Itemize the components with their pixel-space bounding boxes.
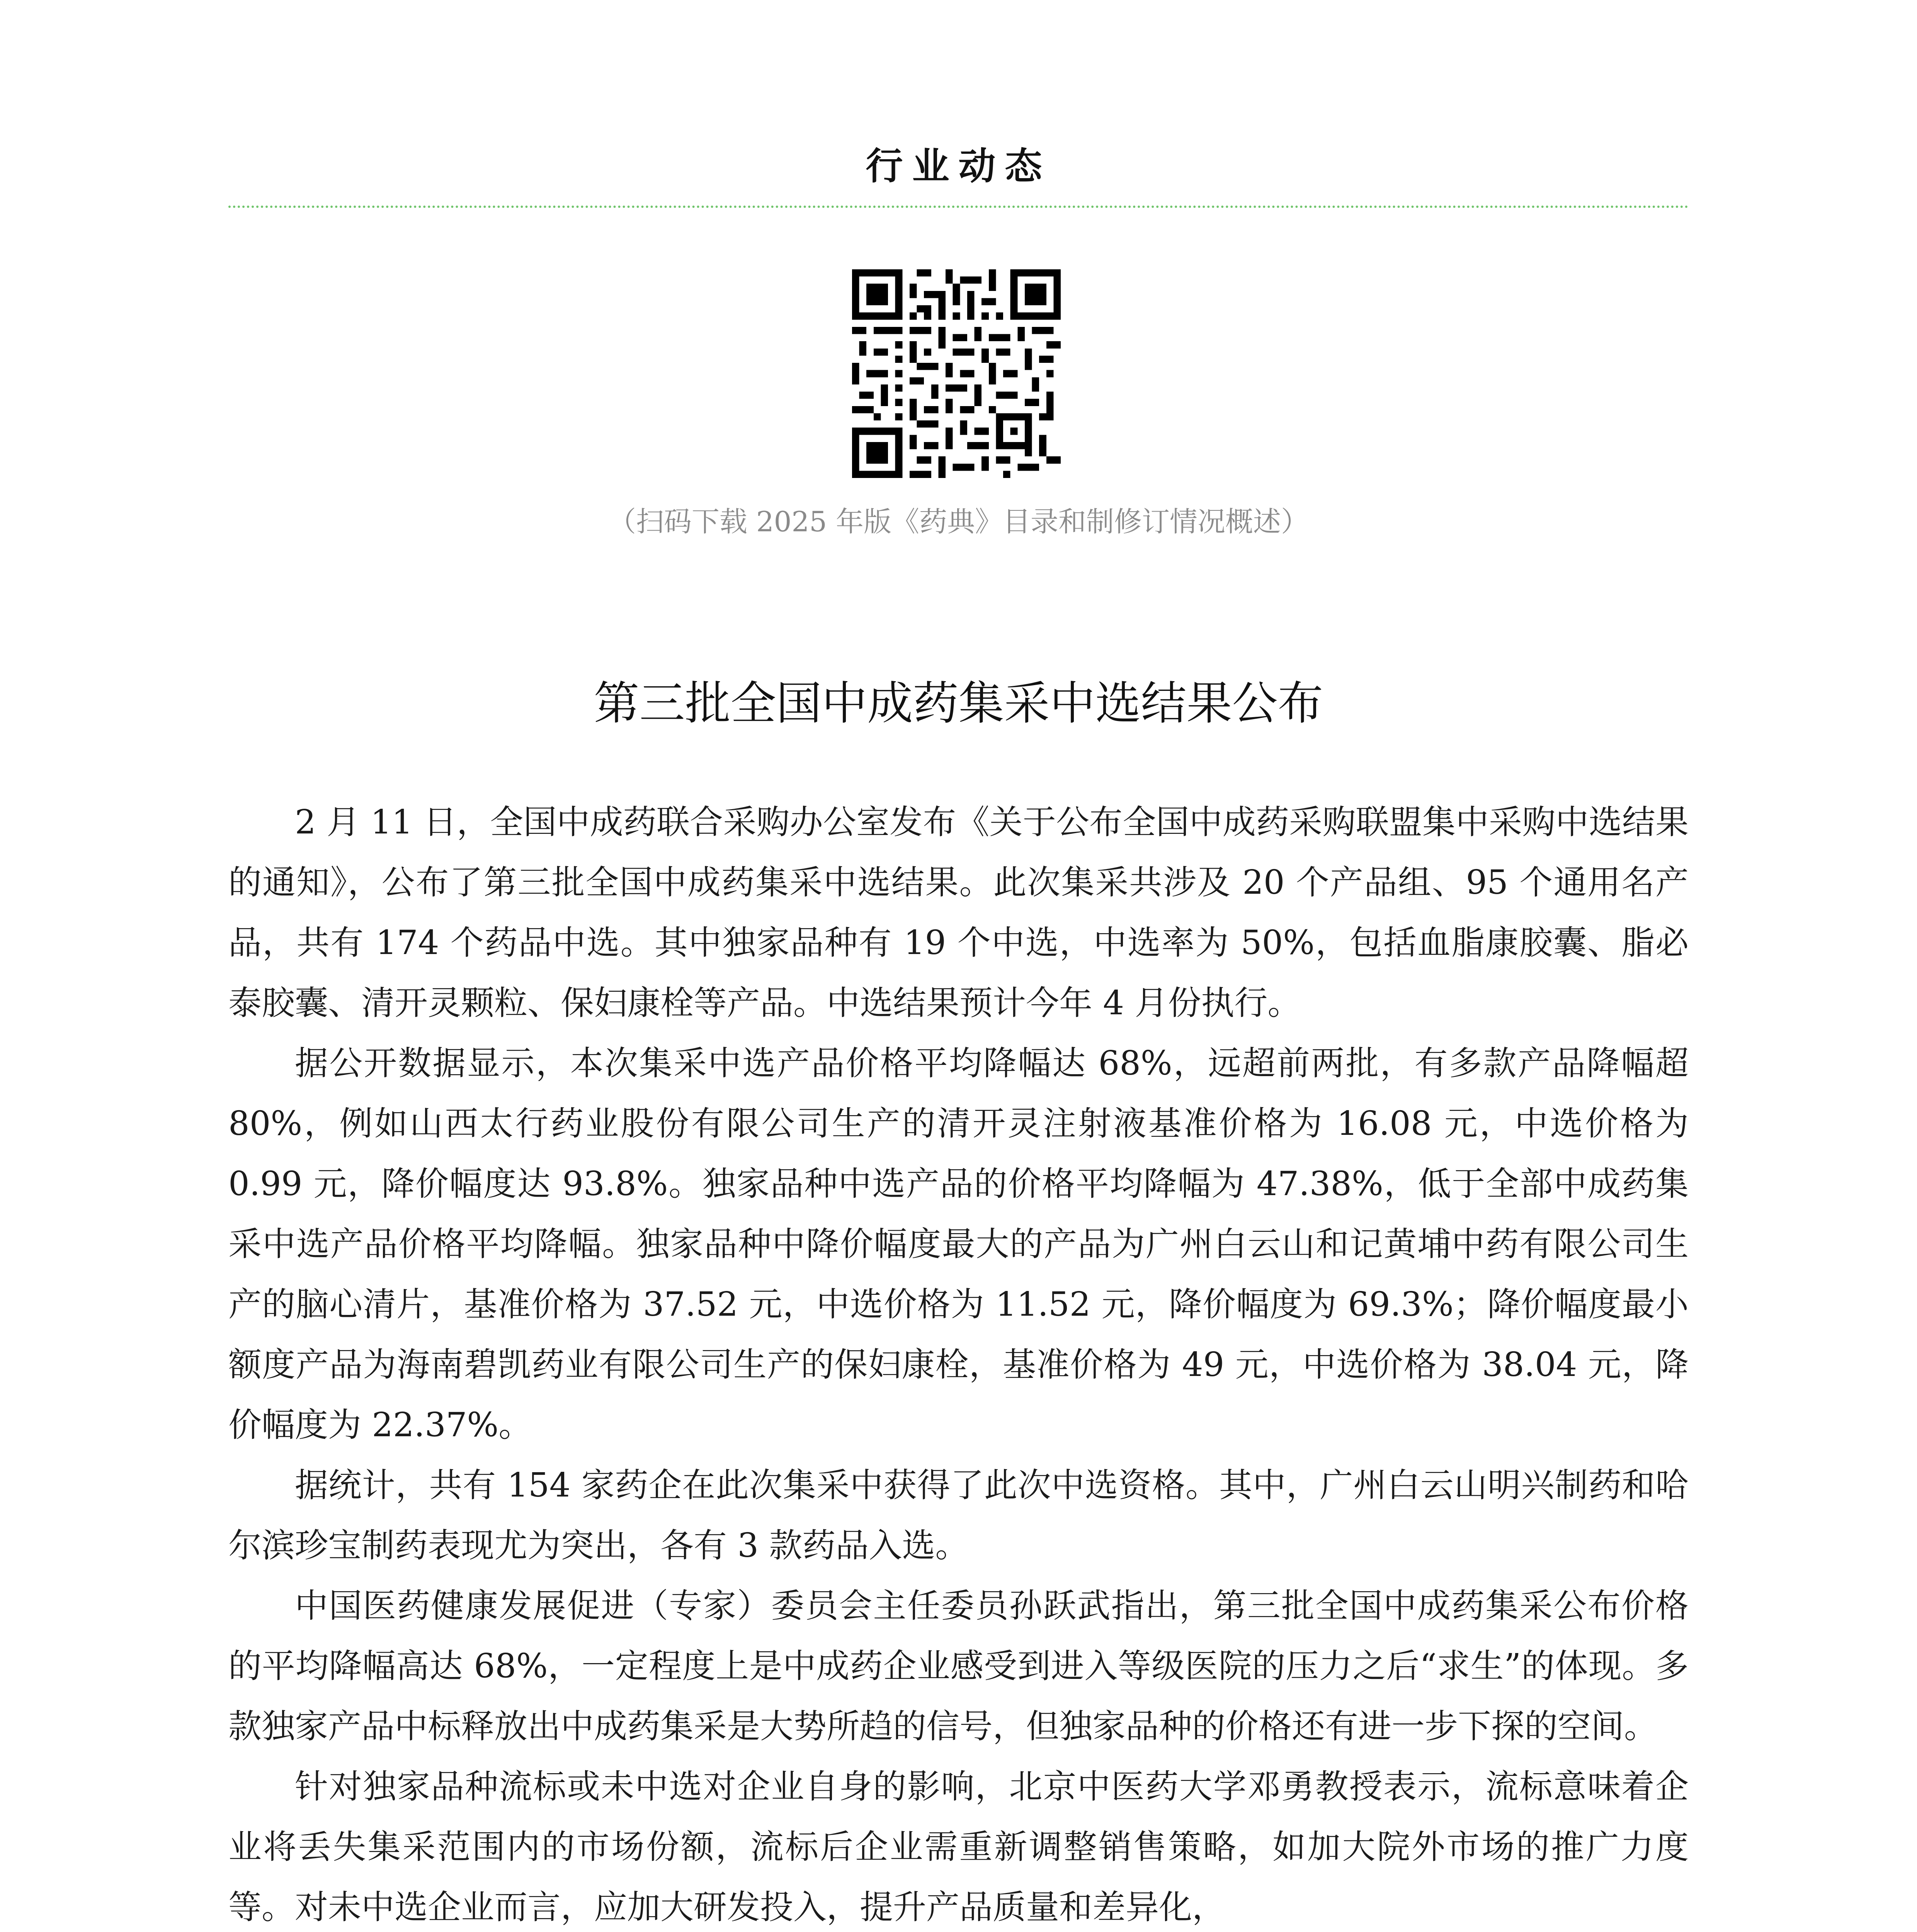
article-paragraph: 针对独家品种流标或未中选对企业自身的影响，北京中医药大学邓勇教授表示，流标意味着企业将丢失集采范围内的市场份额，流标后企业需重新调整销售策略，如加大院外市场的推广力度等。对未中选企业而言，应加大研发投入，提升产品质量和差异化， xyxy=(228,1767,1689,1927)
article-body xyxy=(228,792,1689,1932)
article-paragraph: 中国医药健康发展促进（专家）委员会主任委员孙跃武指出，第三批全国中成药集采公布价格的平均降幅高达 68%，一定程度上是中成药企业感受到进入等级医院的压力之后“求生”的体现。多款独家产品中标释放出中成药集采是大势所趋的信号，但独家品种的价格还有进一步下探的空间。 xyxy=(228,1587,1689,1746)
article-paragraph: 2 月 11 日，全国中成药联合采购办公室发布《关于公布全国中成药采购联盟集中采购中选结果的通知》，公布了第三批全国中成药集采中选结果。此次集采共涉及 20 个产品组、95 个通用名产品，共有 174 个药品中选。其中独家品种有 19 个中选，中选率为 50%，包括血脂康胶囊、脂必泰胶囊、清开灵颗粒、保妇康栓等产品。中选结果预计今年 4 月份执行。 xyxy=(228,803,1689,1022)
article-paragraph: 据统计，共有 154 家药企在此次集采中获得了此次中选资格。其中，广州白云山明兴制药和哈尔滨珍宝制药表现尤为突出，各有 3 款药品入选。 xyxy=(228,1466,1689,1565)
qr-caption: （扫码下载 2025 年版《药典》目录和制修订情况概述） xyxy=(608,505,1309,538)
article-title: 第三批全国中成药集采中选结果公布 xyxy=(594,677,1323,730)
header-divider xyxy=(228,206,1689,208)
qr-code[interactable] xyxy=(852,269,1061,478)
section-header: 行业动态 xyxy=(866,144,1051,188)
article-paragraph: 据公开数据显示，本次集采中选产品价格平均降幅达 68%，远超前两批，有多款产品降幅超 80%，例如山西太行药业股份有限公司生产的清开灵注射液基准价格为 16.08 元，中选价格为 0.99 元，降价幅度达 93.8%。独家品种中选产品的价格平均降幅为 47.38%，低于全部中成药集采中选产品价格平均降幅。独家品种中降价幅度最大的产品为广州白云山和记黄埔中药有限公司生产的脑心清片，基准价格为 37.52 元，中选价格为 11.52 元，降价幅度为 69.3%；降价幅度最小额度产品为海南碧凯药业有限公司生产的保妇康栓，基准价格为 49 元，中选价格为 38.04 元，降价幅度为 22.37%。 xyxy=(228,1044,1689,1444)
